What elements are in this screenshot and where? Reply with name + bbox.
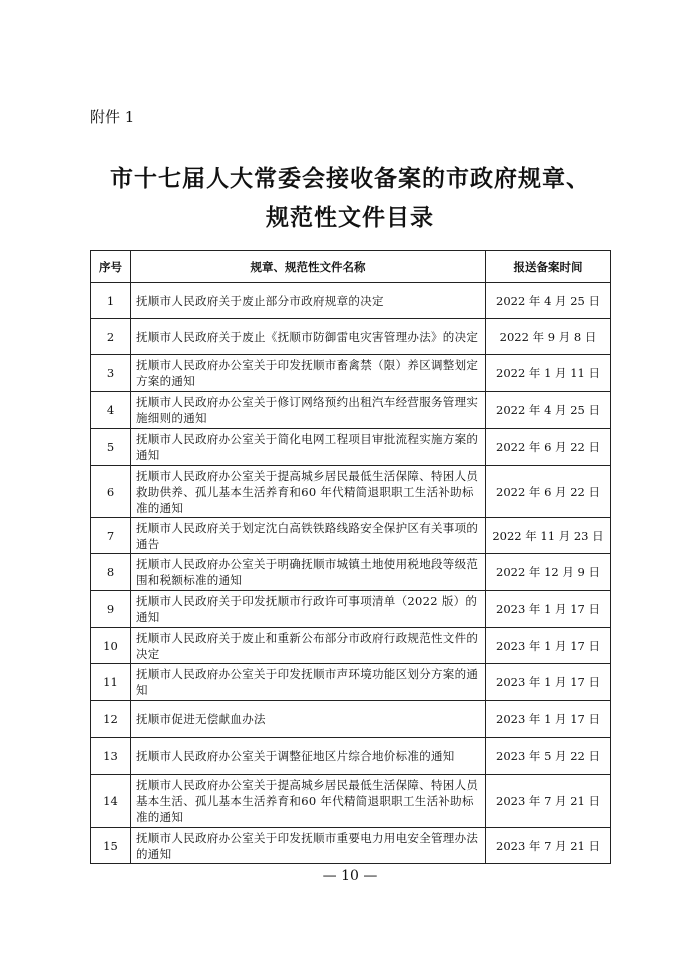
filing-date: 2022 年 1 月 11 日	[486, 355, 611, 392]
row-number: 12	[91, 701, 131, 738]
row-number: 4	[91, 392, 131, 429]
table-row	[91, 591, 611, 628]
table-row	[91, 775, 611, 828]
document-catalog-table	[90, 250, 611, 864]
table-row	[91, 628, 611, 664]
row-number: 7	[91, 518, 131, 554]
row-number: 5	[91, 429, 131, 466]
table-row	[91, 518, 611, 554]
document-title-line-1: 市十七届人大常委会接收备案的市政府规章、	[110, 166, 590, 192]
document-name: 抚顺市人民政府办公室关于提高城乡居民最低生活保障、特困人员救助供养、孤儿基本生活养育和60 年代精简退职职工生活补助标准的通知	[131, 466, 486, 518]
table-row	[91, 828, 611, 864]
table-row	[91, 554, 611, 591]
column-header-date: 报送备案时间	[486, 251, 611, 283]
table-row	[91, 701, 611, 738]
filing-date: 2023 年 7 月 21 日	[486, 775, 611, 828]
row-number: 6	[91, 466, 131, 518]
filing-date: 2022 年 4 月 25 日	[486, 283, 611, 319]
row-number: 10	[91, 628, 131, 664]
row-number: 8	[91, 554, 131, 591]
filing-date: 2022 年 6 月 22 日	[486, 466, 611, 518]
row-number: 15	[91, 828, 131, 864]
filing-date: 2022 年 6 月 22 日	[486, 429, 611, 466]
column-header-name: 规章、规范性文件名称	[131, 251, 486, 283]
document-name: 抚顺市人民政府办公室关于简化电网工程项目审批流程实施方案的通知	[131, 429, 486, 466]
document-name: 抚顺市人民政府办公室关于提高城乡居民最低生活保障、特困人员基本生活、孤儿基本生活养育和60 年代精简退职职工生活补助标准的通知	[131, 775, 486, 828]
filing-date: 2022 年 9 月 8 日	[486, 319, 611, 355]
column-header-number: 序号	[91, 251, 131, 283]
table-row	[91, 738, 611, 775]
row-number: 2	[91, 319, 131, 355]
document-name: 抚顺市促进无偿献血办法	[131, 701, 486, 738]
document-name: 抚顺市人民政府关于废止《抚顺市防御雷电灾害管理办法》的决定	[131, 319, 486, 355]
filing-date: 2022 年 11 月 23 日	[486, 518, 611, 554]
document-name: 抚顺市人民政府办公室关于印发抚顺市畜禽禁（限）养区调整划定方案的通知	[131, 355, 486, 392]
filing-date: 2023 年 5 月 22 日	[486, 738, 611, 775]
document-name: 抚顺市人民政府关于废止部分市政府规章的决定	[131, 283, 486, 319]
document-name: 抚顺市人民政府办公室关于明确抚顺市城镇土地使用税地段等级范围和税额标准的通知	[131, 554, 486, 591]
document-name: 抚顺市人民政府办公室关于调整征地区片综合地价标准的通知	[131, 738, 486, 775]
document-title-line-2: 规范性文件目录	[266, 205, 434, 231]
table-row	[91, 466, 611, 518]
row-number: 3	[91, 355, 131, 392]
table-row	[91, 664, 611, 701]
filing-date: 2023 年 1 月 17 日	[486, 591, 611, 628]
filing-date: 2022 年 4 月 25 日	[486, 392, 611, 429]
filing-date: 2023 年 7 月 21 日	[486, 828, 611, 864]
row-number: 9	[91, 591, 131, 628]
filing-date: 2023 年 1 月 17 日	[486, 664, 611, 701]
table-header-row	[91, 251, 611, 283]
table-row	[91, 355, 611, 392]
document-name: 抚顺市人民政府关于废止和重新公布部分市政府行政规范性文件的决定	[131, 628, 486, 664]
row-number: 14	[91, 775, 131, 828]
row-number: 1	[91, 283, 131, 319]
document-name: 抚顺市人民政府办公室关于印发抚顺市声环境功能区划分方案的通知	[131, 664, 486, 701]
filing-date: 2023 年 1 月 17 日	[486, 701, 611, 738]
document-name: 抚顺市人民政府办公室关于修订网络预约出租汽车经营服务管理实施细则的通知	[131, 392, 486, 429]
row-number: 13	[91, 738, 131, 775]
table-row	[91, 392, 611, 429]
document-name: 抚顺市人民政府办公室关于印发抚顺市重要电力用电安全管理办法的通知	[131, 828, 486, 864]
page-number: — 10 —	[322, 868, 378, 884]
table-row	[91, 429, 611, 466]
document-name: 抚顺市人民政府关于印发抚顺市行政许可事项清单（2022 版）的通知	[131, 591, 486, 628]
table-row	[91, 319, 611, 355]
attachment-label: 附件 1	[90, 108, 135, 126]
filing-date: 2023 年 1 月 17 日	[486, 628, 611, 664]
document-name: 抚顺市人民政府关于划定沈白高铁铁路线路安全保护区有关事项的通告	[131, 518, 486, 554]
row-number: 11	[91, 664, 131, 701]
filing-date: 2022 年 12 月 9 日	[486, 554, 611, 591]
table-row	[91, 283, 611, 319]
